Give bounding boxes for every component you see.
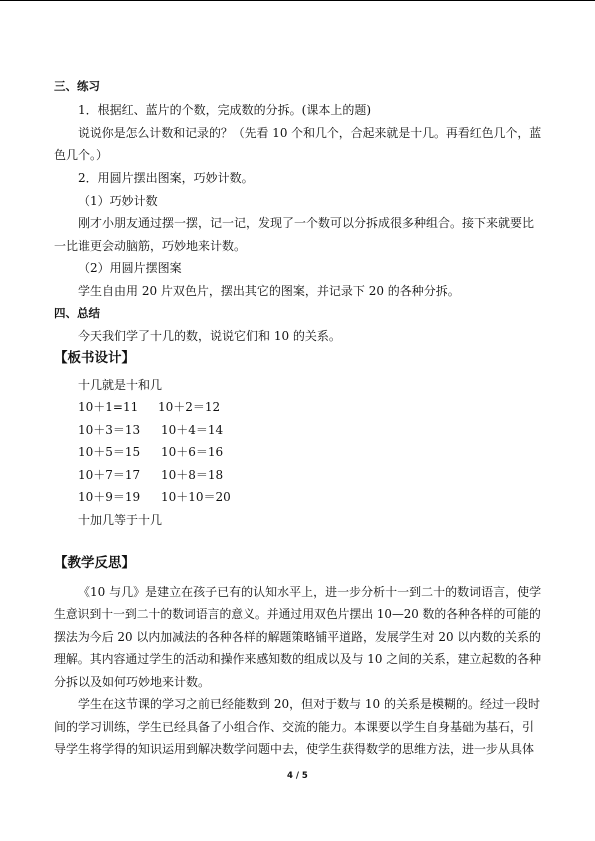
subsection-text-cont: 一比谁更会动脑筋，巧妙地来计数。 [54, 239, 247, 253]
subsection-title-pattern: （2）用圆片摆图案 [78, 261, 182, 275]
board-design-heading: 【板书设计】 [54, 350, 135, 366]
header-rule [0, 0, 595, 1]
board-equation-right: 10＋10＝20 [161, 490, 231, 504]
reflection-paragraph-line: 理解。其内容通过学生的活动和操作来感知数的组成以及与 10 之间的关系，建立起数的各种 [54, 652, 541, 666]
board-equation-left: 10＋5＝15 [78, 445, 141, 459]
board-equation-right: 10＋6＝16 [161, 445, 224, 459]
reflection-paragraph-line: 分拆以及如何巧妙地来计数。 [54, 675, 211, 689]
practice-item-1: 1．根据红、蓝片的个数，完成数的分拆。(课本上的题) [78, 103, 372, 117]
board-line-first: 十几就是十和几 [78, 378, 163, 392]
subsection-pattern-text: 学生自由用 20 片双色片，摆出其它的图案，并记录下 20 的各种分拆。 [78, 284, 460, 298]
subsection-text: 刚才小朋友通过摆一摆，记一记，发现了一个数可以分拆成很多种组合。接下来就要比 [78, 216, 535, 230]
reflection-paragraph-line: 生意识到十一到二十的数词语言的意义。并通过用双色片摆出 10—20 数的各种各样的可能的 [54, 607, 541, 621]
board-equation-right: 10＋4＝14 [161, 423, 224, 437]
board-equation-left: 10＋1=11 [78, 400, 139, 414]
practice-item-1-note-cont: 色几个。） [54, 148, 109, 162]
board-line-last: 十加几等于十几 [78, 513, 163, 527]
subsection-title-counting: （1）巧妙计数 [78, 194, 158, 208]
reflection-paragraph-line: 间的学习训练，学生已经具备了小组合作、交流的能力。本课要以学生自身基础为基石，引 [54, 720, 535, 734]
reflection-paragraph-line: 摆法为今后 20 以内加减法的各种各样的解题策略铺平道路，发展学生对 20 以内数的关系的 [54, 630, 541, 644]
summary-text: 今天我们学了十几的数，说说它们和 10 的关系。 [78, 329, 341, 343]
reflection-heading: 【教学反思】 [54, 555, 135, 571]
reflection-paragraph-line: 《10 与几》是建立在孩子已有的认知水平上，进一步分析十一到二十的数词语言，使学 [78, 585, 542, 599]
practice-item-1-note: 说说你是怎么计数和记录的？（先看 10 个和几个，合起来就是十几。再看红色几个，蓝 [78, 126, 542, 140]
board-equation-right: 10＋8＝18 [161, 468, 224, 482]
board-equation-left: 10＋3＝13 [78, 423, 141, 437]
reflection-paragraph-line: 导学生将学得的知识运用到解决数学问题中去，使学生获得数学的思维方法，进一步从具体 [54, 742, 535, 756]
board-equation-left: 10＋9＝19 [78, 490, 141, 504]
section-heading-practice: 三、练习 [54, 79, 100, 93]
board-equation-left: 10＋7＝17 [78, 468, 141, 482]
practice-item-2: 2．用圆片摆出图案，巧妙计数。 [78, 171, 254, 185]
page-number: 4 / 5 [287, 771, 308, 781]
reflection-paragraph-line: 学生在这节课的学习之前已经能数到 20，但对于数与 10 的关系是模糊的。经过一段时 [78, 697, 540, 711]
board-equation-right: 10＋2＝12 [158, 400, 221, 414]
section-heading-summary: 四、总结 [54, 306, 100, 320]
